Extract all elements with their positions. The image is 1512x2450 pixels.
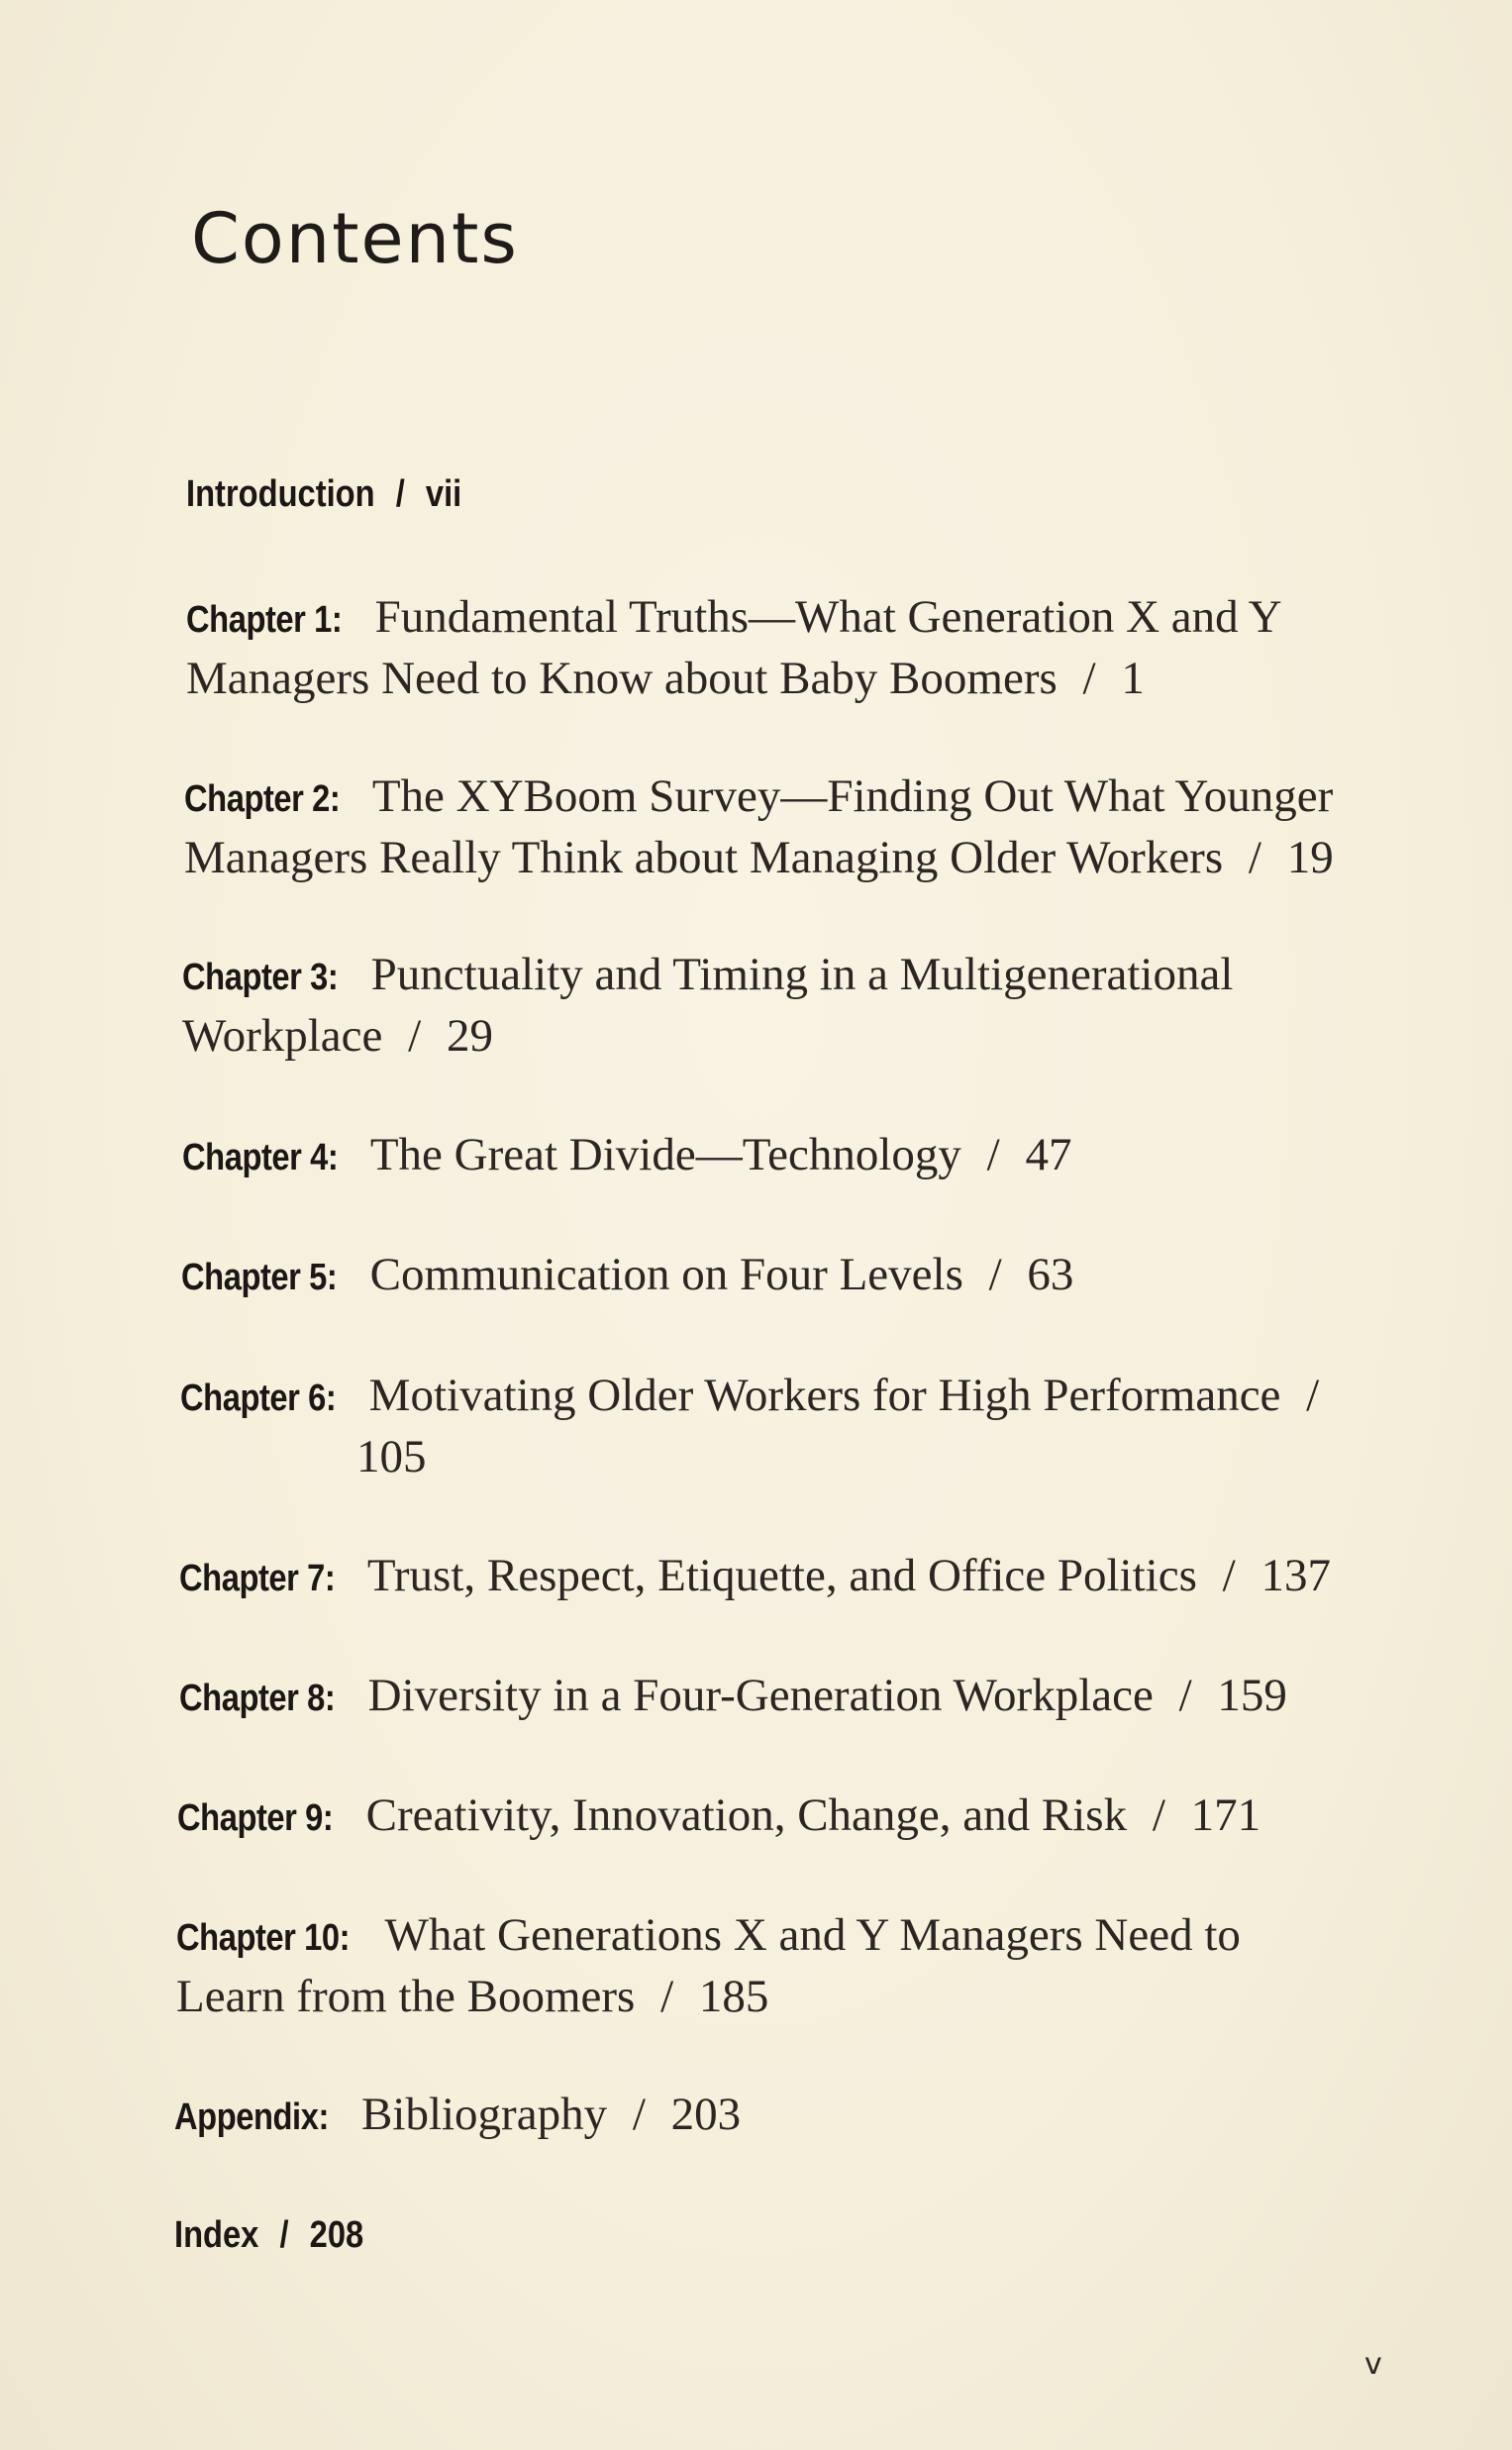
toc-label: Chapter 10:: [176, 1917, 351, 1959]
toc-page-number: 208: [309, 2214, 364, 2256]
toc-separator: /: [408, 1010, 422, 1062]
toc-page-number: 171: [1190, 1789, 1261, 1841]
toc-title-line-1: Punctuality and Timing in a Multigenerational: [370, 949, 1234, 1000]
toc-entry-chapter-5: [181, 1246, 1409, 1307]
toc-page-number: 19: [1286, 832, 1334, 883]
toc-title: Motivating Older Workers for High Performance: [368, 1370, 1281, 1421]
toc-title: Bibliography: [361, 2089, 608, 2140]
toc-label: Chapter 7:: [179, 1558, 336, 1599]
toc-label: Introduction: [186, 473, 375, 515]
toc-separator: /: [1306, 1370, 1320, 1421]
toc-label: Appendix:: [174, 2096, 329, 2138]
toc-label: Chapter 6:: [180, 1378, 337, 1419]
toc-title-line-2: Managers Really Think about Managing Older Workers: [184, 832, 1224, 883]
toc-page-number: 137: [1260, 1550, 1331, 1601]
toc-page-number: 203: [670, 2089, 742, 2140]
toc-entry-chapter-6: [180, 1367, 1408, 1486]
toc-title-line-1: The XYBoom Survey—Finding Out What Younger: [371, 770, 1334, 822]
toc-label: Chapter 1:: [186, 599, 343, 641]
toc-entry-chapter-10: [176, 1906, 1404, 2026]
toc-separator: /: [1178, 1670, 1192, 1721]
toc-separator: /: [660, 1971, 674, 2022]
toc-separator: /: [1248, 832, 1261, 883]
toc-title: The Great Divide—Technology: [369, 1129, 961, 1180]
toc-entry-index: [174, 2206, 1402, 2265]
toc-page-number: 29: [446, 1010, 493, 1062]
page-folio: v: [1364, 2347, 1382, 2382]
toc-label: Chapter 5:: [181, 1257, 338, 1298]
toc-entry-chapter-3: [182, 946, 1410, 1066]
toc-title-line-2: Managers Need to Know about Baby Boomers: [186, 653, 1058, 704]
toc-page-number: 105: [356, 1431, 427, 1482]
toc-entry-chapter-1: [186, 588, 1414, 708]
toc-entry-appendix: [174, 2086, 1402, 2147]
toc-entry-introduction: [186, 465, 1414, 524]
toc-page-number: 185: [698, 1971, 769, 2022]
toc-title: Trust, Respect, Etiquette, and Office Politics: [366, 1550, 1197, 1601]
toc-title-line-2: Learn from the Boomers: [176, 1971, 636, 2022]
toc-page-number: 1: [1121, 653, 1145, 704]
toc-label: Chapter 4:: [182, 1137, 339, 1178]
toc-separator: /: [986, 1129, 1000, 1180]
toc-entry-chapter-4: [182, 1126, 1410, 1187]
toc-title: Communication on Four Levels: [369, 1249, 963, 1300]
page-title: Contents: [191, 198, 519, 279]
toc-separator: /: [1222, 1550, 1236, 1601]
toc-entry-chapter-7: [179, 1547, 1407, 1608]
toc-separator: /: [1082, 653, 1096, 704]
toc-page-number: 47: [1025, 1129, 1072, 1180]
toc-separator: /: [1152, 1789, 1165, 1841]
toc-label: Chapter 3:: [182, 957, 339, 998]
toc-title-line-2: Workplace: [182, 1010, 383, 1062]
toc-label: Chapter 9:: [177, 1797, 334, 1839]
toc-separator: /: [988, 1249, 1002, 1300]
toc-title: Creativity, Innovation, Change, and Risk: [365, 1789, 1128, 1841]
toc-label: Chapter 8:: [179, 1678, 336, 1719]
toc-title-line-1: Fundamental Truths—What Generation X and Y: [374, 591, 1282, 643]
toc-label: Chapter 2:: [184, 778, 341, 820]
toc-page-number: vii: [425, 473, 462, 515]
toc-separator: /: [395, 473, 405, 515]
toc-title: Diversity in a Four-Generation Workplace: [367, 1670, 1154, 1721]
toc-page-number: 63: [1027, 1249, 1074, 1300]
toc-title-line-1: What Generations X and Y Managers Need to: [384, 1909, 1241, 1961]
toc-separator: /: [632, 2089, 646, 2140]
toc-page-number: 159: [1217, 1670, 1287, 1721]
toc-entry-chapter-8: [179, 1667, 1407, 1728]
toc-entry-chapter-2: [184, 767, 1412, 887]
toc-separator: /: [279, 2214, 289, 2256]
toc-label: Index: [174, 2214, 259, 2256]
toc-entry-chapter-9: [177, 1786, 1405, 1848]
